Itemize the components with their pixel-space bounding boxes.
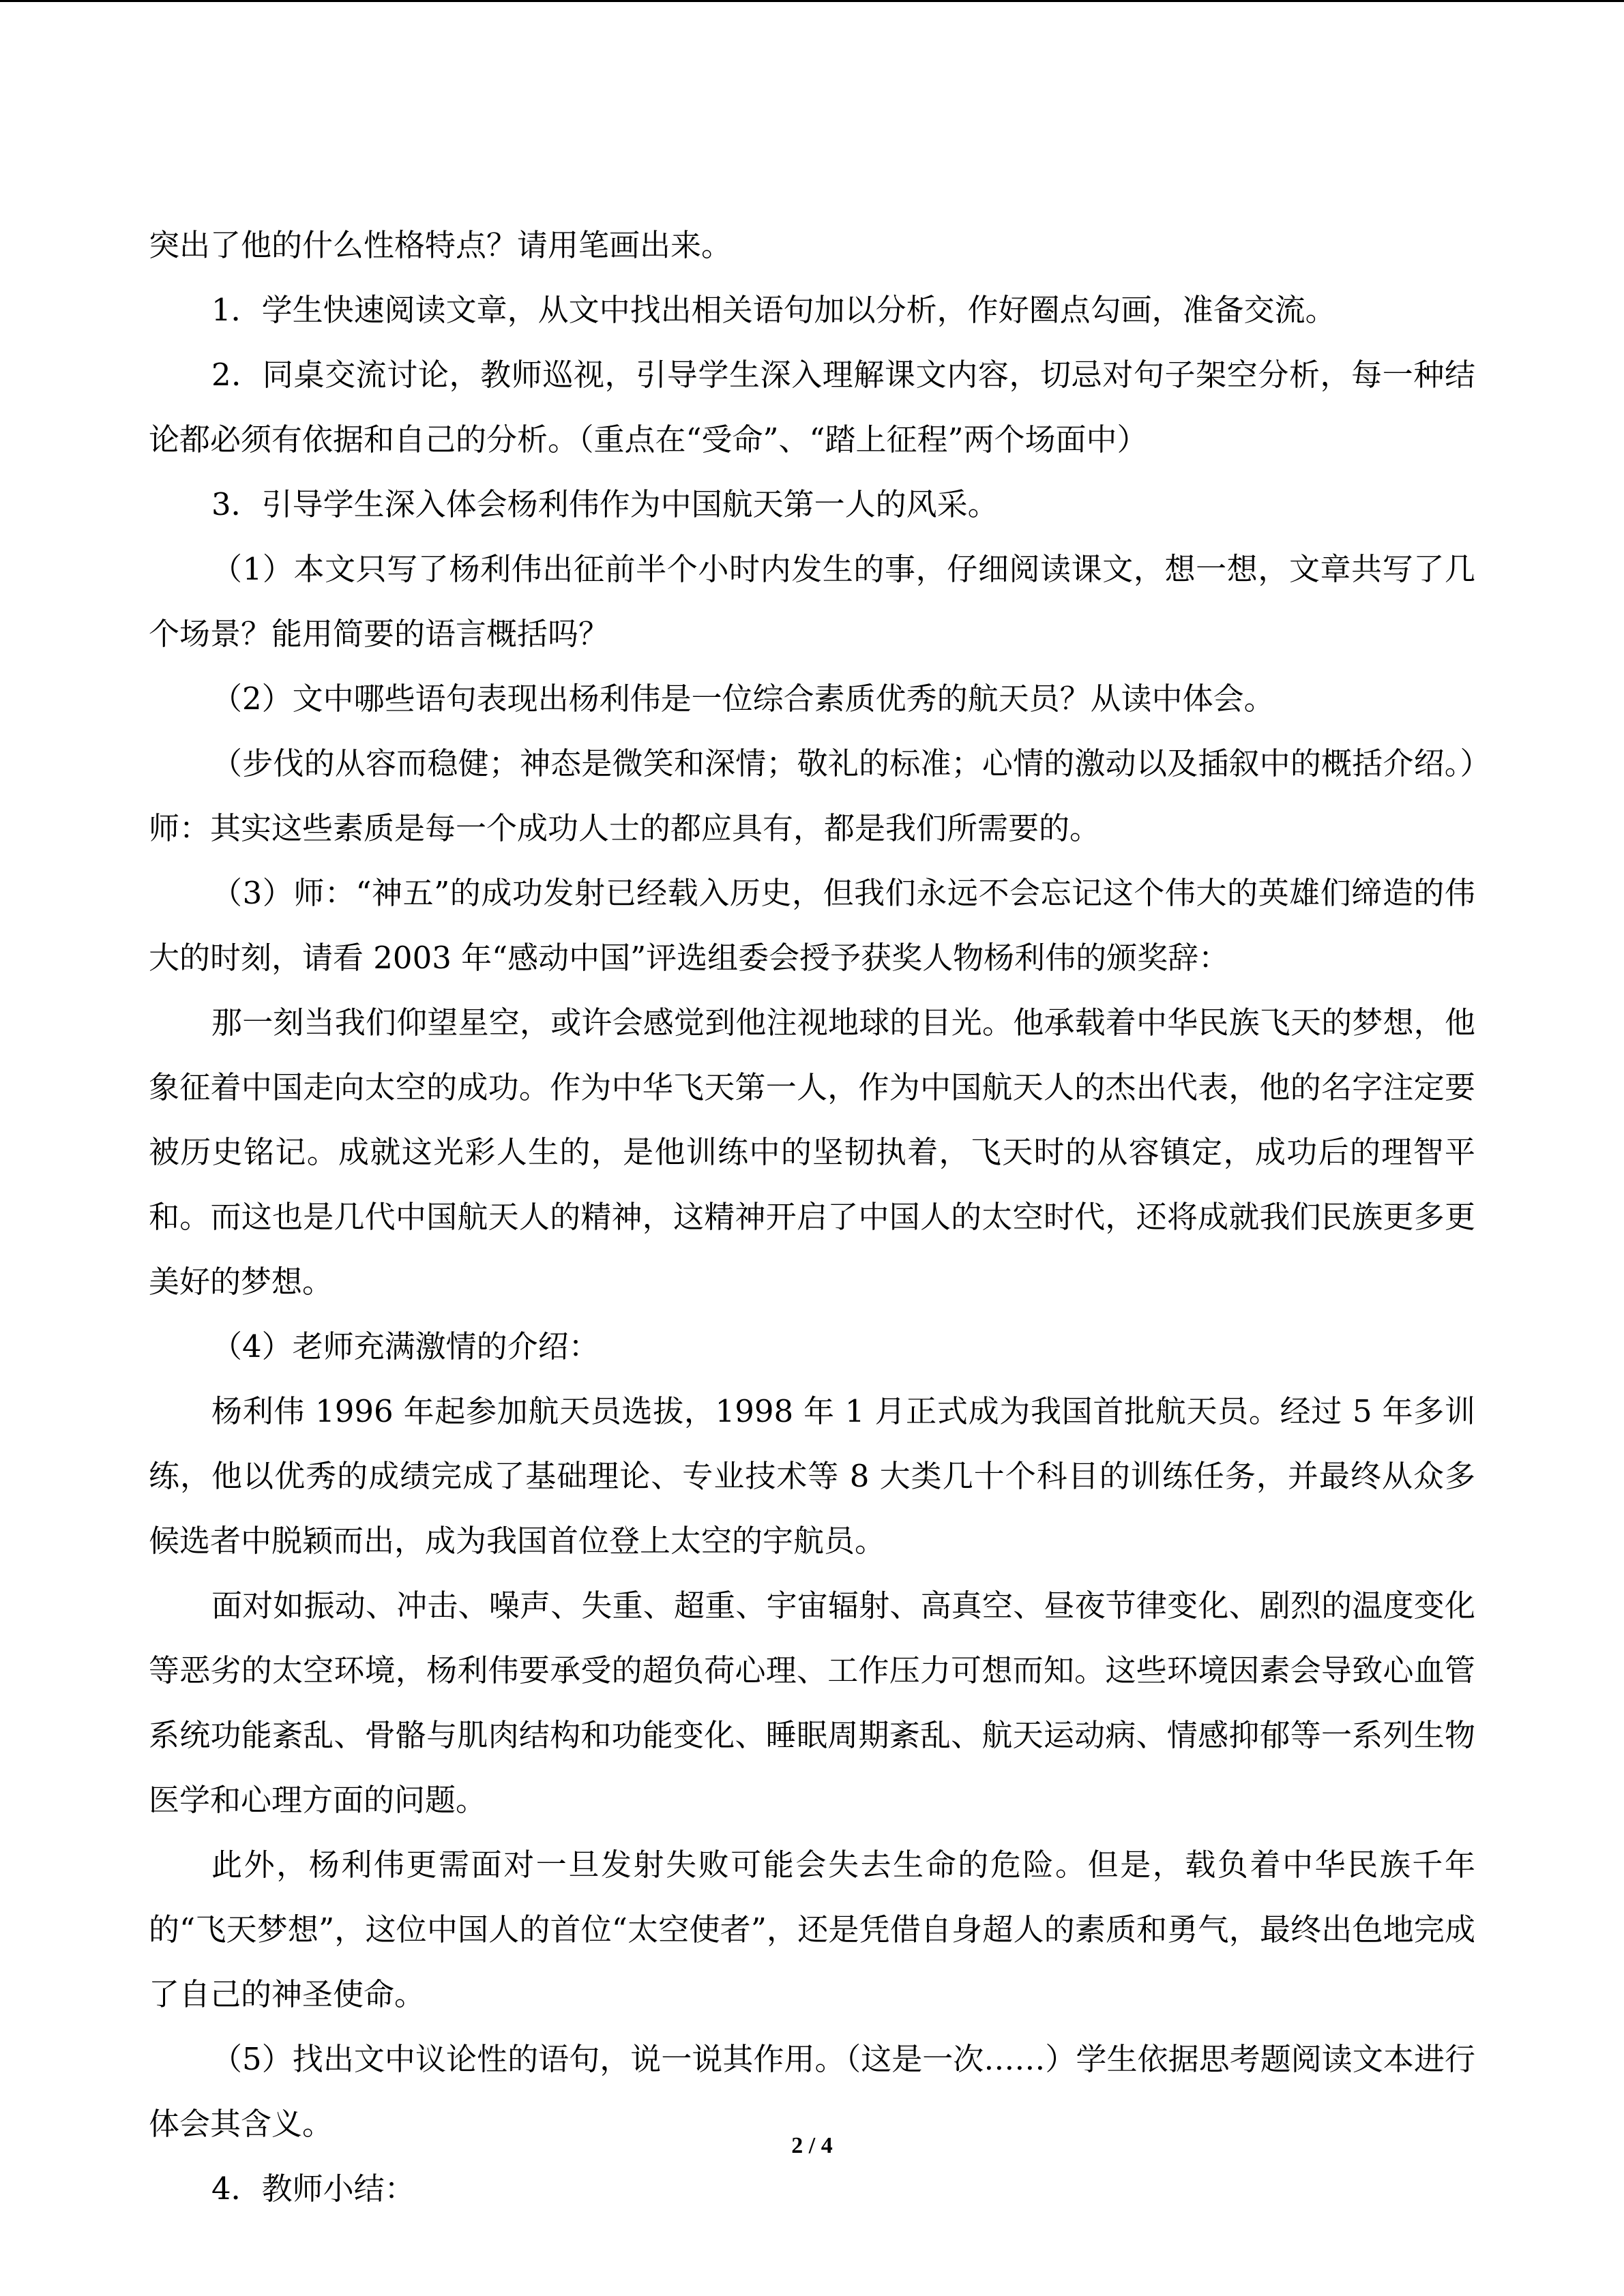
document-body (149, 213, 1475, 2221)
paragraph-question-4: （4）老师充满激情的介绍： (211, 1328, 600, 1365)
paragraph-step-2: 2．同桌交流讨论，教师巡视，引导学生深入理解课文内容，切忌对句子架空分析，每一种结论都必须有依据和自己的分析。（重点在“受命”、“踏上征程”两个场面中） (149, 357, 1475, 458)
paragraph-step-3: 3．引导学生深入体会杨利伟作为中国航天第一人的风采。 (211, 486, 999, 522)
paragraph-continuation: 突出了他的什么性格特点？请用笔画出来。 (149, 227, 733, 263)
paragraph-question-5: （5）找出文中议论性的语句，说一说其作用。（这是一次……）学生依据思考题阅读文本进行体会其含义。 (149, 2041, 1475, 2142)
paragraph-step-1: 1．学生快速阅读文章，从文中找出相关语句加以分析，作好圈点勾画，准备交流。 (211, 292, 1336, 328)
paragraph-risk: 此外，杨利伟更需面对一旦发射失败可能会失去生命的危险。但是，载负着中华民族千年的“飞天梦想”，这位中国人的首位“太空使者”，还是凭借自身超人的素质和勇气，最终出色地完成了自己的神圣使命。 (149, 1847, 1475, 2012)
top-border-line (0, 0, 1624, 2)
page-number: 2 / 4 (791, 2133, 833, 2158)
paragraph-answer-2: （步伐的从容而稳健；神态是微笑和深情；敬礼的标准；心情的激动以及插叙中的概括介绍。）师：其实这些素质是每一个成功人士的都应具有，都是我们所需要的。 (149, 745, 1475, 846)
paragraph-question-2: （2）文中哪些语句表现出杨利伟是一位综合素质优秀的航天员？从读中体会。 (211, 681, 1275, 717)
paragraph-question-3: （3）师：“神五”的成功发射已经载入历史，但我们永远不会忘记这个伟大的英雄们缔造的伟大的时刻，请看 2003 年“感动中国”评选组委会授予获奖人物杨利伟的颁奖辞： (149, 875, 1475, 976)
paragraph-biography: 杨利伟 1996 年起参加航天员选拔，1998 年 1 月正式成为我国首批航天员。经过 5 年多训练，他以优秀的成绩完成了基础理论、专业技术等 8 大类几十个科目的训练任务，并最终从众多候选者中脱颖而出，成为我国首位登上太空的宇航员。 (149, 1393, 1475, 1559)
paragraph-question-1: （1）本文只写了杨利伟出征前半个小时内发生的事，仔细阅读课文，想一想，文章共写了几个场景？能用简要的语言概括吗？ (149, 551, 1475, 652)
paragraph-step-4: 4．教师小结： (211, 2171, 415, 2207)
paragraph-environment: 面对如振动、冲击、噪声、失重、超重、宇宙辐射、高真空、昼夜节律变化、剧烈的温度变化等恶劣的太空环境，杨利伟要承受的超负荷心理、工作压力可想而知。这些环境因素会导致心血管系统功能紊乱、骨骼与肌肉结构和功能变化、睡眠周期紊乱、航天运动病、情感抑郁等一系列生物医学和心理方面的问题。 (149, 1587, 1475, 1818)
paragraph-award-citation: 那一刻当我们仰望星空，或许会感觉到他注视地球的目光。他承载着中华民族飞天的梦想，他象征着中国走向太空的成功。作为中华飞天第一人，作为中国航天人的杰出代表，他的名字注定要被历史铭记。成就这光彩人生的，是他训练中的坚韧执着，飞天时的从容镇定，成功后的理智平和。而这也是几代中国航天人的精神，这精神开启了中国人的太空时代，还将成就我们民族更多更美好的梦想。 (149, 1004, 1475, 1300)
